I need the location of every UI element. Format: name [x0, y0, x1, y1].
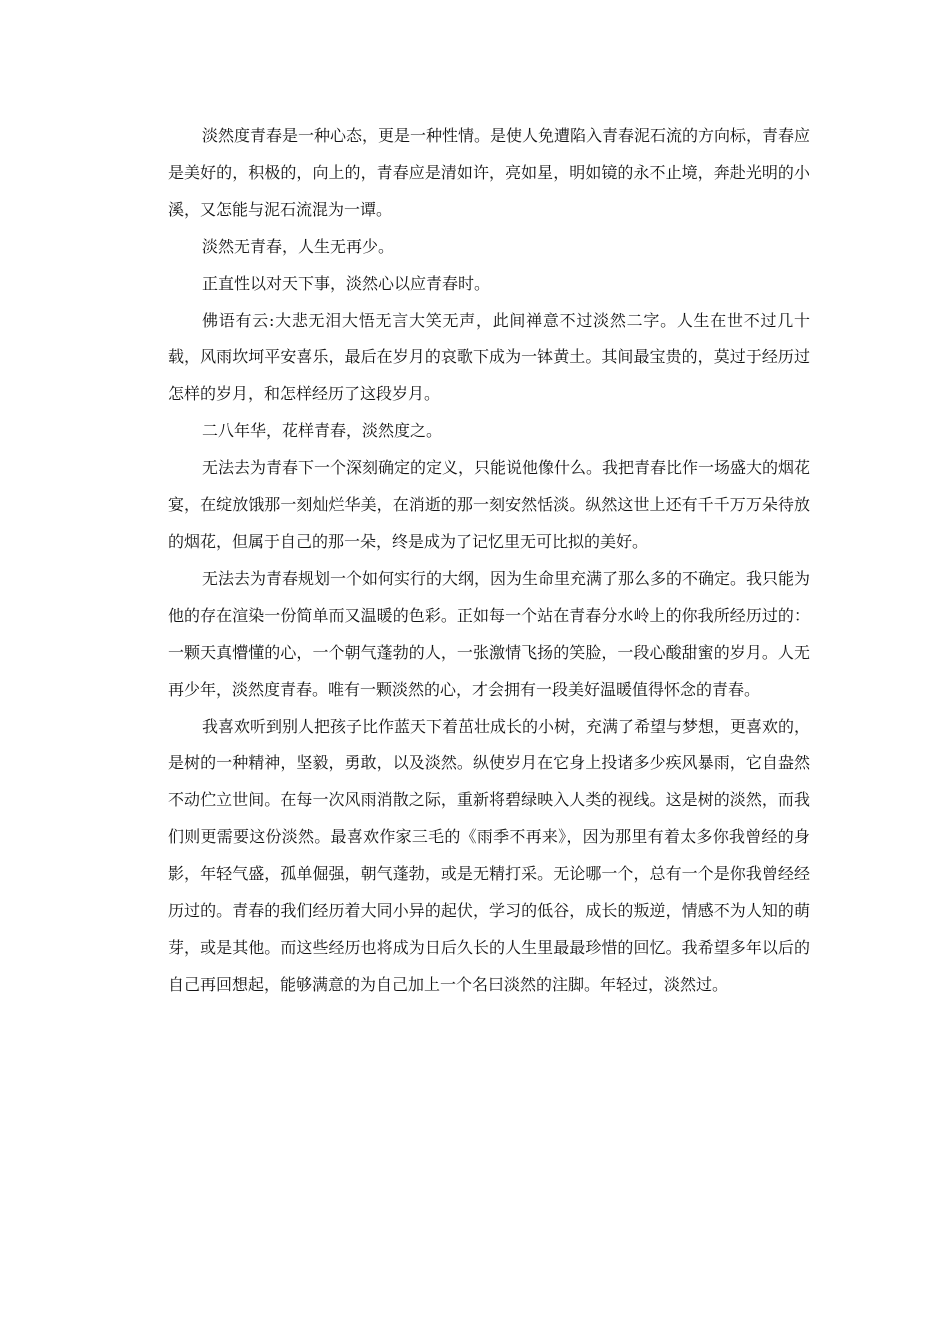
paragraph: 淡然无青春，人生无再少。 [202, 236, 395, 256]
paragraph: 正直性以对天下事，淡然心以应青春时。 [202, 273, 491, 293]
essay-body [168, 118, 810, 1004]
paragraph: 无法去为青春规划一个如何实行的大纲，因为生命里充满了那么多的不确定。我只能为他的存在渲染一份简单而又温暖的色彩。正如每一个站在青春分水岭上的你我所经历过的：一颗天真懵懂的心，一个朝气蓬勃的人，一张激情飞扬的笑脸，一段心酸甜蜜的岁月。人无再少年，淡然度青春。唯有一颗淡然的心，才会拥有一段美好温暖值得怀念的青春。 [168, 568, 811, 699]
paragraph: 淡然度青春是一种心态，更是一种性情。是使人免遭陷入青春泥石流的方向标，青春应是美好的，积极的，向上的，青春应是清如许，亮如星，明如镜的永不止境，奔赴光明的小溪，又怎能与泥石流混为一谭。 [168, 126, 811, 219]
paragraph: 我喜欢听到别人把孩子比作蓝天下着茁壮成长的小树，充满了希望与梦想，更喜欢的，是树的一种精神，坚毅，勇敢，以及淡然。纵使岁月在它身上投诸多少疾风暴雨，它自盎然不动伫立世间。在每一次风雨消散之际，重新将碧绿映入人类的视线。这是树的淡然，而我们则更需要这份淡然。最喜欢作家三毛的《雨季不再来》，因为那里有着太多你我曾经的身影，年轻气盛，孤单倔强，朝气蓬勃，或是无精打采。无论哪一个，总有一个是你我曾经经历过的。青春的我们经历着大同小异的起伏，学习的低谷，成长的叛逆，情感不为人知的萌芽，或是其他。而这些经历也将成为日后久长的人生里最最珍惜的回忆。我希望多年以后的自己再回想起，能够满意的为自己加上一个名曰淡然的注脚。年轻过，淡然过。 [168, 716, 811, 994]
paragraph: 无法去为青春下一个深刻确定的定义，只能说他像什么。我把青春比作一场盛大的烟花宴，在绽放饿那一刻灿烂华美，在消逝的那一刻安然恬淡。纵然这世上还有千千万万朵待放的烟花，但属于自己的那一朵，终是成为了记忆里无可比拟的美好。 [168, 458, 811, 551]
paragraph: 佛语有云:大悲无泪大悟无言大笑无声，此间禅意不过淡然二字。人生在世不过几十载，风雨坎坷平安喜乐，最后在岁月的哀歌下成为一钵黄土。其间最宝贵的，莫过于经历过怎样的岁月，和怎样经历了这段岁月。 [168, 310, 810, 404]
paragraph: 二八年华，花样青春，淡然度之。 [202, 421, 443, 441]
